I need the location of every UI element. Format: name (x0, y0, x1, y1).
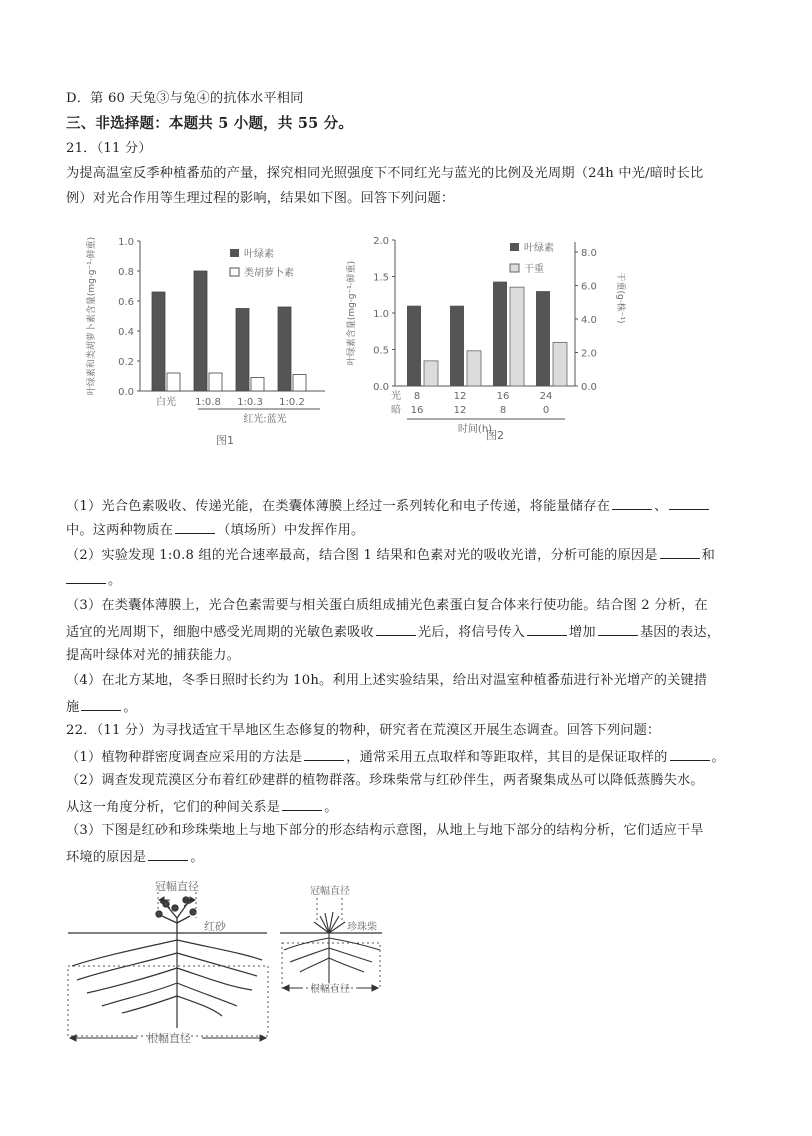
y-tick-label: 2.0 (373, 236, 389, 247)
bar-chlorophyll (407, 306, 421, 386)
q22-part2-line2 (66, 796, 338, 818)
row-label-dark: 暗 (391, 405, 401, 416)
answer-blank[interactable] (175, 519, 215, 534)
dark-hours-label: 0 (542, 405, 550, 416)
root-diameter-label-1: 根幅直径 (147, 1032, 191, 1045)
bar-chlorophyll (450, 306, 464, 386)
dark-hours-label: 8 (499, 405, 507, 416)
option-d: D．第 60 天兔③与兔④的抗体水平相同 (66, 91, 304, 106)
text: 光后，将信号传入 (417, 625, 526, 640)
y2-tick-label: 2.0 (581, 348, 597, 360)
light-hours-label: 24 (539, 391, 553, 402)
y-axis-label: 叶绿素含量(mg·g⁻¹·鲜重) (347, 260, 357, 366)
section-heading: 三、非选择题：本题共 5 小题，共 55 分。 (66, 115, 354, 132)
bar-chlorophyll (278, 307, 291, 391)
q21-part1-line1 (66, 495, 711, 517)
q21-part4-line1: （4）在北方某地，冬季日照时长约为 10h。利用上述实验结果，给出对温室种植番茄进行补光增产的关键措 (66, 673, 708, 688)
x-tick-label: 1:0.2 (279, 397, 305, 408)
answer-blank[interactable] (376, 621, 416, 636)
q21-part4-line2 (66, 696, 137, 718)
legend-label: 类胡萝卜素 (244, 268, 294, 279)
bar-dry-weight (424, 361, 438, 386)
q21-part2-line1 (66, 544, 715, 566)
answer-blank[interactable] (612, 495, 652, 510)
y2-tick-label: 6.0 (581, 281, 597, 293)
q21-heading: 21．（11 分） (66, 141, 152, 156)
zhenzhuchai-label: 珍珠柴 (347, 922, 377, 933)
light-hours-label: 16 (496, 391, 510, 402)
dark-hours-label: 16 (410, 405, 424, 416)
light-hours-label: 12 (453, 391, 467, 402)
answer-blank[interactable] (527, 621, 567, 636)
answer-blank[interactable] (670, 746, 710, 761)
row-label-light: 光 (391, 391, 401, 402)
text: 。 (711, 750, 725, 765)
bar-dry-weight (553, 342, 567, 386)
answer-blank[interactable] (598, 621, 638, 636)
bar-dry-weight (467, 351, 481, 386)
q21-intro-line2: 例）对光合作用等生理过程的影响，结果如下图。回答下列问题： (66, 191, 455, 206)
y2-tick-label: 4.0 (581, 315, 597, 326)
bar-dry-weight (510, 287, 524, 386)
answer-blank[interactable] (282, 796, 322, 811)
bar-chlorophyll (194, 271, 207, 391)
y-tick-label: 1.0 (373, 309, 389, 320)
text: 施 (66, 700, 80, 715)
y2-tick-label: 8.0 (581, 248, 597, 259)
light-hours-label: 8 (413, 391, 421, 402)
y-tick-label: 0.6 (118, 297, 134, 308)
legend-swatch-carotenoid (230, 268, 239, 276)
q22-part3-line2 (66, 846, 204, 868)
figure-caption: 图2 (486, 429, 504, 442)
text: 适宜的光周期下，细胞中感受光周期的光敏色素吸收 (66, 625, 374, 640)
hongsha-label: 红砂 (204, 920, 226, 933)
y2-axis-label: 干重(g·株⁻¹) (615, 272, 625, 324)
x-tick-label: 1:0.3 (237, 397, 263, 408)
text: ，通常采用五点取样和等距取样，其目的是保证取样的 (346, 750, 668, 765)
text: 。 (324, 800, 338, 815)
text: （1）光合色素吸收、传递光能，在类囊体薄膜上经过一系列转化和电子传递，将能量储存在 (66, 499, 611, 514)
dark-hours-label: 12 (453, 405, 467, 416)
crown-diameter-label-2: 冠幅直径 (310, 886, 350, 897)
text: 环境的原因是 (66, 850, 147, 865)
y-tick-label: 0.8 (118, 267, 134, 278)
root-structure-diagram (62, 878, 402, 1048)
x-axis-label: 时间(h) (457, 424, 493, 435)
y-tick-label: 0.0 (373, 382, 389, 393)
y2-tick-label: 0.0 (581, 382, 597, 393)
q22-part3-line1: （3）下图是红砂和珍珠柴地上与地下部分的形态结构示意图，从地上与地下部分的结构分析，它们适应干旱 (66, 823, 704, 838)
text: 增加 (569, 625, 596, 640)
figure-caption: 图1 (216, 434, 234, 447)
y-tick-label: 0.5 (373, 345, 389, 357)
q21-part3-line2 (66, 621, 720, 643)
legend-swatch-dry-weight (510, 264, 519, 272)
answer-blank[interactable] (66, 569, 106, 584)
x-tick-label: 1:0.8 (195, 397, 221, 408)
figure-1-chart (80, 228, 330, 450)
group-label: 红光:蓝光 (243, 414, 287, 425)
q21-part2-line2 (66, 569, 121, 591)
answer-blank[interactable] (669, 495, 709, 510)
bar-chlorophyll (536, 291, 550, 386)
bar-carotenoid (251, 378, 264, 392)
bar-chlorophyll (152, 292, 165, 391)
q22-heading: 22．（11 分）为寻找适宜干旱地区生态修复的物种，研究者在荒漠区开展生态调查。回答下列问题： (66, 723, 661, 738)
text: 中。这两种物质在 (66, 523, 174, 538)
y-tick-label: 0.2 (118, 357, 134, 368)
root-diameter-label-2: 根幅直径 (310, 984, 350, 995)
text: 从这一角度分析，它们的种间关系是 (66, 800, 281, 815)
text: 和 (701, 548, 716, 563)
text: （填场所）中发挥作用。 (217, 523, 365, 538)
answer-blank[interactable] (81, 696, 121, 711)
bar-carotenoid (293, 375, 306, 392)
bar-carotenoid (167, 373, 180, 391)
text: 。 (190, 850, 204, 865)
q21-part3-line1: （3）在类囊体薄膜上，光合色素需要与相关蛋白质组成捕光色素蛋白复合体来行使功能。结合图 2 分析，在 (66, 598, 708, 613)
bar-chlorophyll (236, 309, 249, 392)
q22-part2-line1: （2）调查发现荒漠区分布着红砂建群的植物群落。珍珠柴常与红砂伴生，两者聚集成丛可以降低蒸腾失水。 (66, 773, 704, 788)
bar-carotenoid (209, 373, 222, 391)
q21-intro-line1: 为提高温室反季种植番茄的产量，探究相同光照强度下不同红光与蓝光的比例及光周期（24h 中光/暗时长比 (66, 166, 704, 181)
y-axis-label: 叶绿素和类胡萝卜素含量(mg·g⁻¹·鲜重) (87, 236, 97, 396)
y-tick-label: 1.0 (118, 237, 134, 248)
q21-part1-line2 (66, 519, 364, 541)
q21-part3-line3: 提高叶绿体对光的捕获能力。 (66, 648, 241, 663)
legend-label: 叶绿素 (244, 249, 274, 260)
answer-blank[interactable] (660, 544, 700, 559)
y-tick-label: 0.4 (118, 327, 134, 338)
q22-part1 (66, 746, 725, 768)
text: 。 (123, 700, 137, 715)
y-tick-label: 0.0 (118, 387, 134, 398)
text: 。 (108, 573, 122, 588)
crown-diameter-label-1: 冠幅直径 (155, 880, 199, 893)
legend-label: 干重 (524, 264, 544, 275)
text: （2）实验发现 1:0.8 组的光合速率最高，结合图 1 结果和色素对光的吸收光谱，分析可能的原因是 (66, 548, 658, 563)
legend-swatch-chlorophyll (230, 249, 239, 257)
figure-2-chart (340, 228, 630, 468)
text: 基因的表达， (639, 625, 721, 640)
answer-blank[interactable] (304, 746, 344, 761)
legend-label: 叶绿素 (524, 243, 554, 254)
text: 、 (654, 499, 668, 514)
legend-swatch-chlorophyll (510, 243, 519, 251)
bar-chlorophyll (493, 282, 507, 386)
answer-blank[interactable] (148, 846, 188, 861)
x-tick-label: 白光 (156, 397, 176, 408)
y-tick-label: 1.5 (373, 272, 389, 284)
hongsha-roots (72, 933, 262, 1028)
text: （1）植物种群密度调查应采用的方法是 (66, 750, 303, 765)
